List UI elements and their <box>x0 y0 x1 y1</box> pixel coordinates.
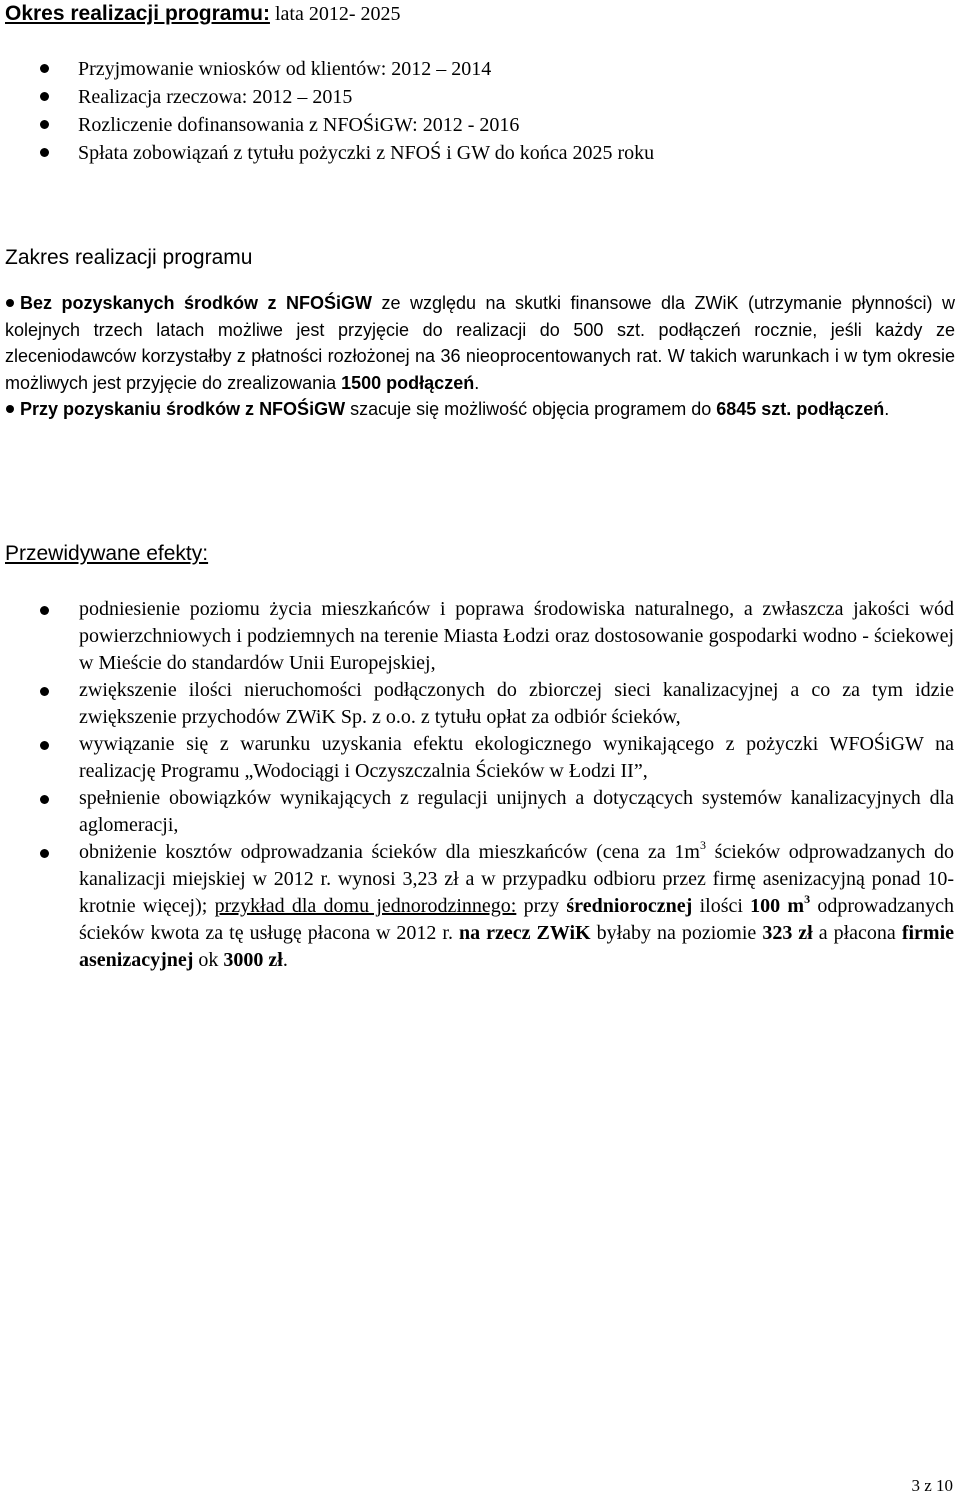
section1-heading <box>5 2 400 26</box>
bullet-icon <box>40 849 49 858</box>
example-label: przykład dla domu jednorodzinnego: <box>214 895 517 917</box>
bullet-icon <box>40 795 49 804</box>
bullet-icon <box>40 741 49 750</box>
section2-body <box>5 290 955 423</box>
section2-paragraph-2: Przy pozyskaniu środków z NFOŚiGW szacuje się możliwość objęcia programem do 6845 szt. podłączeń. <box>5 396 955 423</box>
section3-list <box>0 596 960 974</box>
section1-list <box>0 55 960 167</box>
list-item: Rozliczenie dofinansowania z NFOŚiGW: 2012 - 2016 <box>0 111 960 139</box>
section1-period: lata 2012- 2025 <box>269 3 401 25</box>
bullet-icon <box>40 148 49 157</box>
bullet-icon <box>40 687 49 696</box>
section2-title: Zakres realizacji programu <box>5 246 253 269</box>
list-item: wywiązanie się z warunku uzyskania efektu ekologicznego wynikającego z pożyczki WFOŚiGW na realizację Programu „Wodociągi i Oczyszczalnia Ścieków w Łodzi II”, <box>0 731 960 785</box>
bullet-icon <box>40 92 49 101</box>
bullet-icon <box>40 606 49 615</box>
list-item: obniżenie kosztów odprowadzania ścieków dla mieszkańców (cena za $1m^3$ ścieków odprowadzanych do kanalizacji miejskiej w 2012 r. wynosi 3,23 zł a w przypadku odbioru przez firmę asenizacyjną ponad 10-krotnie więcej); przykład dla domu jednorodzinnego: przy średniorocznej ilości 100 $m^3$ odprowadzanych ścieków kwota za tę usługę płacona w 2012 r. na rzecz ZWiK byłaby na poziomie 323 zł a płacona firmie asenizacyjnej ok 3000 zł. <box>0 839 960 974</box>
section1-title: Okres realizacji programu: <box>5 2 270 25</box>
list-item: zwiększenie ilości nieruchomości podłączonych do zbiorczej sieci kanalizacyjnej a co za tym idzie zwiększenie przychodów ZWiK Sp. z o.o. z tytułu opłat za odbiór ścieków, <box>0 677 960 731</box>
list-item: podniesienie poziomu życia mieszkańców i poprawa środowiska naturalnego, a zwłaszcza jakości wód powierzchniowych i podziemnych na terenie Miasta Łodzi oraz dostosowanie gospodarki wodno - ściekowej w Mieście do standardów Unii Europejskiej, <box>0 596 960 677</box>
bullet-icon <box>40 120 49 129</box>
list-item: Spłata zobowiązań z tytułu pożyczki z NFOŚ i GW do końca 2025 roku <box>0 139 960 167</box>
bullet-icon <box>40 64 49 73</box>
list-item: Przyjmowanie wniosków od klientów: 2012 – 2014 <box>0 55 960 83</box>
list-item: Realizacja rzeczowa: 2012 – 2015 <box>0 83 960 111</box>
section2-paragraph-1: Bez pozyskanych środków z NFOŚiGW ze względu na skutki finansowe dla ZWiK (utrzymanie płynności) w kolejnych trzech latach możliwe jest przyjęcie do realizacji do 500 szt. podłączeń rocznie, jeśli każdy ze zleceniodawców korzystałby z płatności rozłożonej na 36 nieoprocentowanych rat. W takich warunkach i w tym okresie możliwych jest przyjęcie do zrealizowania 1500 podłączeń. <box>5 293 955 393</box>
section3-title: Przewidywane efekty: <box>5 542 209 565</box>
page-number: 3 z 10 <box>911 1476 953 1495</box>
list-item: spełnienie obowiązków wynikających z regulacji unijnych a dotyczących systemów kanalizacyjnych dla aglomeracji, <box>0 785 960 839</box>
bullet-icon <box>6 405 14 413</box>
bullet-icon <box>6 299 14 307</box>
